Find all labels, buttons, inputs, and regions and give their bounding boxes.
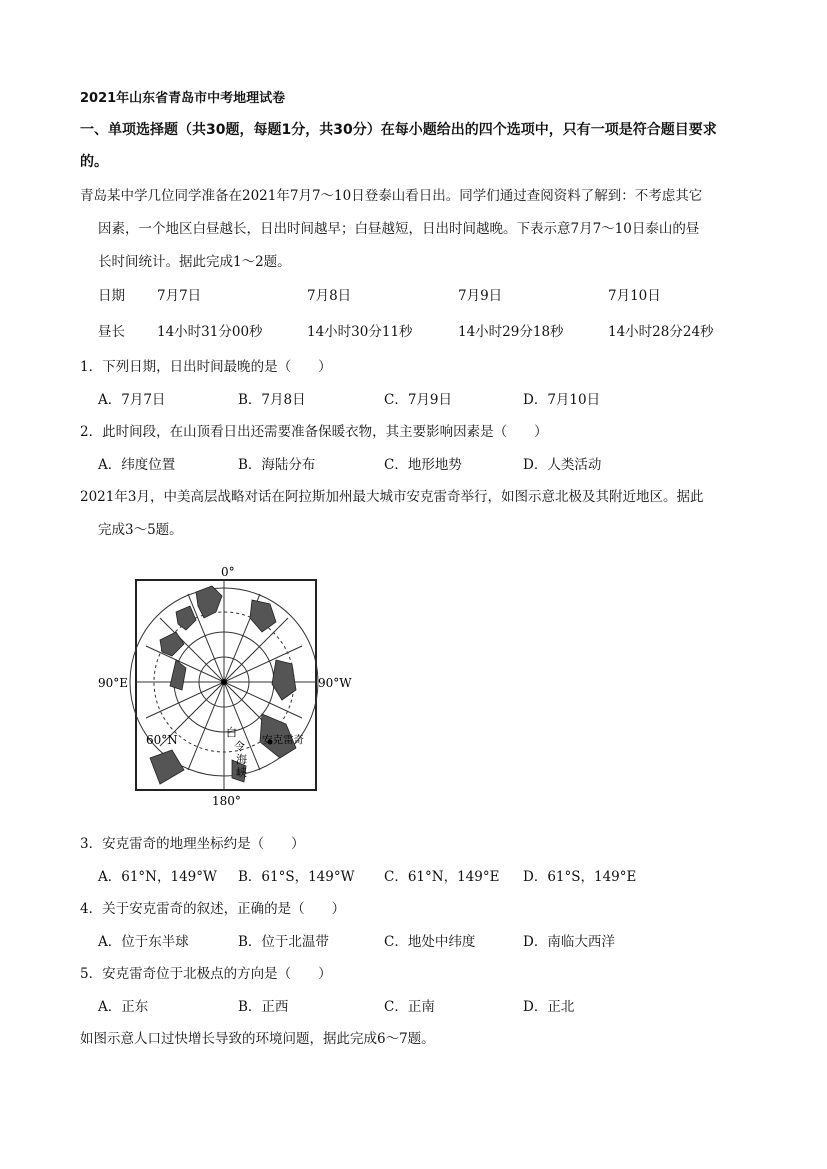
option-b: B．正西 bbox=[238, 999, 289, 1015]
question-1-options bbox=[0, 388, 827, 408]
length-cell: 14小时29分18秒 bbox=[458, 324, 564, 340]
north-pole-marker bbox=[221, 679, 227, 685]
table-row-dates bbox=[0, 284, 827, 304]
intro2-line1: 2021年3月，中美高层战略对话在阿拉斯加州最大城市安克雷奇举行，如图示意北极及其附近地区。据此 bbox=[80, 489, 704, 505]
option-a: A．61°N，149°W bbox=[98, 869, 217, 885]
page-title: 2021年山东省青岛市中考地理试卷 bbox=[80, 91, 286, 106]
question-5-options bbox=[0, 995, 827, 1015]
intro3: 如图示意人口过快增长导致的环境问题，据此完成6～7题。 bbox=[80, 1031, 435, 1047]
option-a: A．位于东半球 bbox=[98, 934, 189, 950]
option-c: C．61°N，149°E bbox=[384, 869, 500, 885]
bering-strait-char: 白 bbox=[226, 726, 237, 739]
option-d: D．南临大西洋 bbox=[523, 934, 615, 950]
question-2-options bbox=[0, 453, 827, 473]
intro1-line3: 长时间统计。据此完成1～2题。 bbox=[98, 254, 291, 270]
bering-strait-char: 峡 bbox=[236, 766, 247, 779]
option-c: C．7月9日 bbox=[384, 392, 453, 408]
date-cell: 7月7日 bbox=[157, 288, 202, 304]
option-b: B．位于北温带 bbox=[238, 934, 329, 950]
meridian-90e-label: 90°E bbox=[98, 676, 129, 690]
length-cell: 14小时31分00秒 bbox=[157, 324, 263, 340]
question-2-stem: 2．此时间段，在山顶看日出还需要准备保暖衣物，其主要影响因素是（ ） bbox=[80, 424, 548, 440]
question-4-options bbox=[0, 930, 827, 950]
length-cell: 14小时30分11秒 bbox=[307, 324, 413, 340]
section-heading-line1: 一、单项选择题（共30题，每题1分，共30分）在每小题给出的四个选项中，只有一项是符合题目要求 bbox=[80, 122, 717, 138]
row-label-date: 日期 bbox=[98, 288, 125, 304]
option-d: D．7月10日 bbox=[523, 392, 601, 408]
option-c: C．地形地势 bbox=[384, 457, 462, 473]
date-cell: 7月10日 bbox=[608, 288, 661, 304]
option-c: C．正南 bbox=[384, 999, 435, 1015]
meridian-180-label: 180° bbox=[212, 794, 241, 808]
option-a: A．纬度位置 bbox=[98, 457, 176, 473]
anchorage-label: 安克雷奇 bbox=[262, 734, 304, 746]
date-cell: 7月8日 bbox=[307, 288, 352, 304]
option-a: A．正东 bbox=[98, 999, 149, 1015]
bering-strait-char: 令 bbox=[234, 740, 245, 753]
question-3-stem: 3．安克雷奇的地理坐标约是（ ） bbox=[80, 836, 305, 852]
table-row-lengths bbox=[0, 320, 827, 340]
option-b: B．海陆分布 bbox=[238, 457, 316, 473]
option-d: D．正北 bbox=[523, 999, 575, 1015]
question-1-stem: 1．下列日期，日出时间最晚的是（ ） bbox=[80, 359, 332, 375]
bering-strait-char: 海 bbox=[236, 753, 247, 766]
arctic-map bbox=[96, 558, 352, 810]
intro2-line2: 完成3～5题。 bbox=[98, 522, 183, 538]
length-cell: 14小时28分24秒 bbox=[608, 324, 714, 340]
row-label-length: 昼长 bbox=[98, 324, 125, 340]
question-3-options bbox=[0, 865, 827, 885]
option-b: B．7月8日 bbox=[238, 392, 306, 408]
option-b: B．61°S，149°W bbox=[238, 869, 355, 885]
latitude-60n-label: 60°N bbox=[146, 733, 178, 747]
date-cell: 7月9日 bbox=[458, 288, 503, 304]
option-c: C．地处中纬度 bbox=[384, 934, 476, 950]
option-a: A．7月7日 bbox=[98, 392, 166, 408]
option-d: D．人类活动 bbox=[523, 457, 602, 473]
section-heading-line2: 的。 bbox=[80, 154, 108, 170]
meridian-90w-label: 90°W bbox=[318, 676, 352, 690]
question-5-stem: 5．安克雷奇位于北极点的方向是（ ） bbox=[80, 966, 332, 982]
intro1-line2: 因素，一个地区白昼越长，日出时间越早；白昼越短，日出时间越晚。下表示意7月7～10日泰山的昼 bbox=[98, 221, 700, 237]
meridian-0-label: 0° bbox=[221, 565, 235, 579]
intro1-line1: 青岛某中学几位同学准备在2021年7月7～10日登泰山看日出。同学们通过查阅资料了解到：不考虑其它 bbox=[80, 188, 703, 204]
question-4-stem: 4．关于安克雷奇的叙述，正确的是（ ） bbox=[80, 901, 346, 917]
option-d: D．61°S，149°E bbox=[523, 869, 637, 885]
